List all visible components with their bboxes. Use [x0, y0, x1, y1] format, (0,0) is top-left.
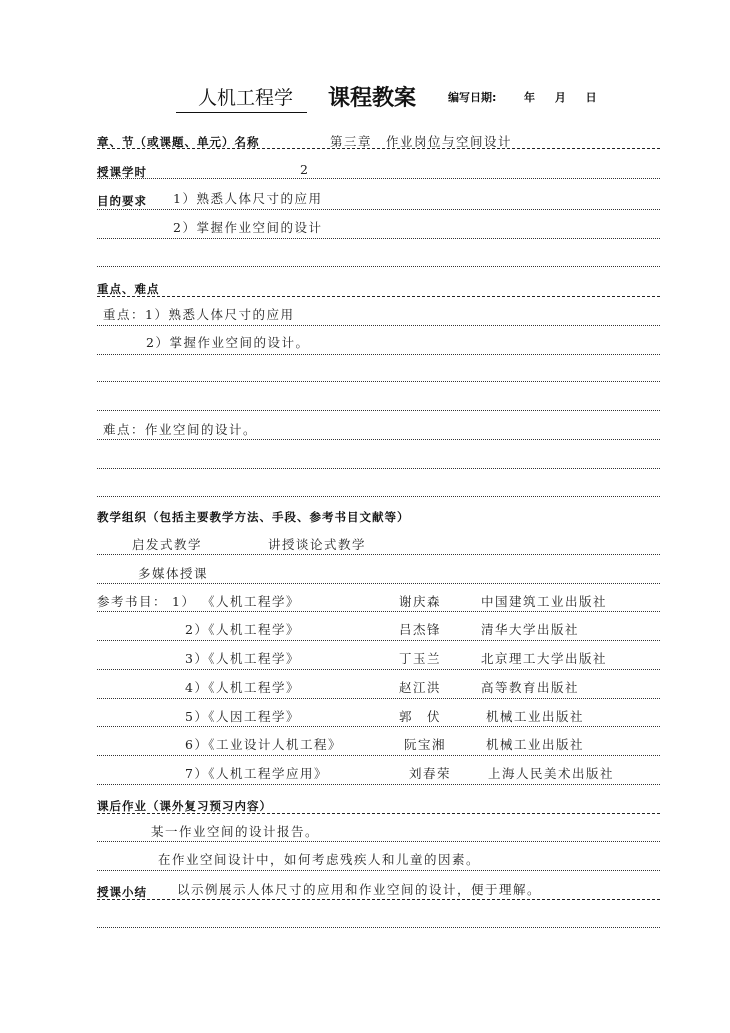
key-item-1: 重点：1）熟悉人体尺寸的应用	[103, 307, 295, 322]
rule-blank-2	[97, 361, 660, 382]
ref-publisher: 北京理工大学出版社	[481, 651, 608, 666]
homework-label: 课后作业（课外复习预习内容）	[97, 799, 272, 813]
ref-publisher: 高等教育出版社	[481, 680, 580, 695]
ref-author: 吕杰锋	[399, 622, 442, 637]
ref-index: 2）	[185, 622, 209, 637]
ref-index: 4）	[185, 680, 209, 695]
chapter-value: 第三章 作业岗位与空间设计	[330, 134, 513, 149]
ref-book: 《人机工程学》	[202, 622, 301, 637]
goal-item-2: 2）掌握作业空间的设计	[173, 220, 323, 235]
hours-label: 授课学时	[97, 165, 147, 179]
goal-item-1: 1）熟悉人体尺寸的应用	[173, 191, 323, 206]
rule-blank-6	[97, 907, 660, 928]
goal-label: 目的要求	[97, 194, 147, 208]
rule-blank-5	[97, 476, 660, 497]
rule-blank-3	[97, 390, 660, 411]
ref-book: 《人机工程学》	[202, 594, 301, 609]
rule-blank-4	[97, 448, 660, 469]
method-2: 讲授谈论式教学	[268, 537, 367, 552]
course-name: 人机工程学	[176, 83, 307, 113]
ref-publisher: 清华大学出版社	[481, 622, 580, 637]
key-label: 重点、难点	[97, 282, 160, 296]
ref-author: 阮宝湘	[404, 737, 447, 752]
summary-value: 以示例展示人体尺寸的应用和作业空间的设计，便于理解。	[177, 882, 542, 897]
ref-publisher: 机械工业出版社	[486, 737, 585, 752]
difficult-item: 难点：作业空间的设计。	[103, 422, 258, 437]
rule-key	[97, 276, 660, 297]
ref-index: 6）	[185, 737, 209, 752]
ref-book: 《人机工程学应用》	[202, 766, 329, 781]
ref-book: 《人机工程学》	[202, 680, 301, 695]
ref-index: 5）	[185, 709, 209, 724]
ref-publisher: 上海人民美术出版社	[488, 766, 615, 781]
ref-book: 《人机工程学》	[202, 651, 301, 666]
ref-index: 7）	[185, 766, 209, 781]
date-label: 编写日期:	[448, 91, 497, 104]
org-label: 教学组织（包括主要教学方法、手段、参考书目文献等）	[97, 510, 410, 524]
ref-author: 丁玉兰	[399, 651, 442, 666]
ref-publisher: 中国建筑工业出版社	[481, 594, 608, 609]
ref-author: 郭 伏	[399, 709, 442, 724]
ref-author: 刘春荣	[409, 766, 452, 781]
rule-hours	[97, 158, 660, 179]
ref-book: 《人因工程学》	[202, 709, 301, 724]
summary-label: 授课小结	[97, 885, 147, 899]
page-header	[176, 83, 636, 113]
key-item-2: 2）掌握作业空间的设计。	[146, 335, 310, 350]
ref-author: 谢庆森	[399, 594, 442, 609]
hours-value: 2	[300, 162, 310, 177]
ref-author: 赵江洪	[399, 680, 442, 695]
ref-index: 3）	[185, 651, 209, 666]
homework-item-1: 某一作业空间的设计报告。	[151, 824, 320, 839]
method-1: 启发式教学	[132, 537, 203, 552]
ref-publisher: 机械工业出版社	[486, 709, 585, 724]
ref-book: 《工业设计人机工程》	[202, 737, 343, 752]
rule-blank-1	[97, 246, 660, 267]
homework-item-2: 在作业空间设计中，如何考虑残疾人和儿童的因素。	[158, 852, 481, 867]
document-title: 课程教案	[328, 86, 417, 111]
chapter-label: 章、节（或课题、单元）名称	[97, 135, 260, 149]
ref-prefix: 参考书目：	[97, 594, 168, 609]
date-fields: 年 月 日	[524, 91, 597, 104]
method-3: 多媒体授课	[138, 566, 209, 581]
ref-index: 1）	[172, 594, 196, 609]
